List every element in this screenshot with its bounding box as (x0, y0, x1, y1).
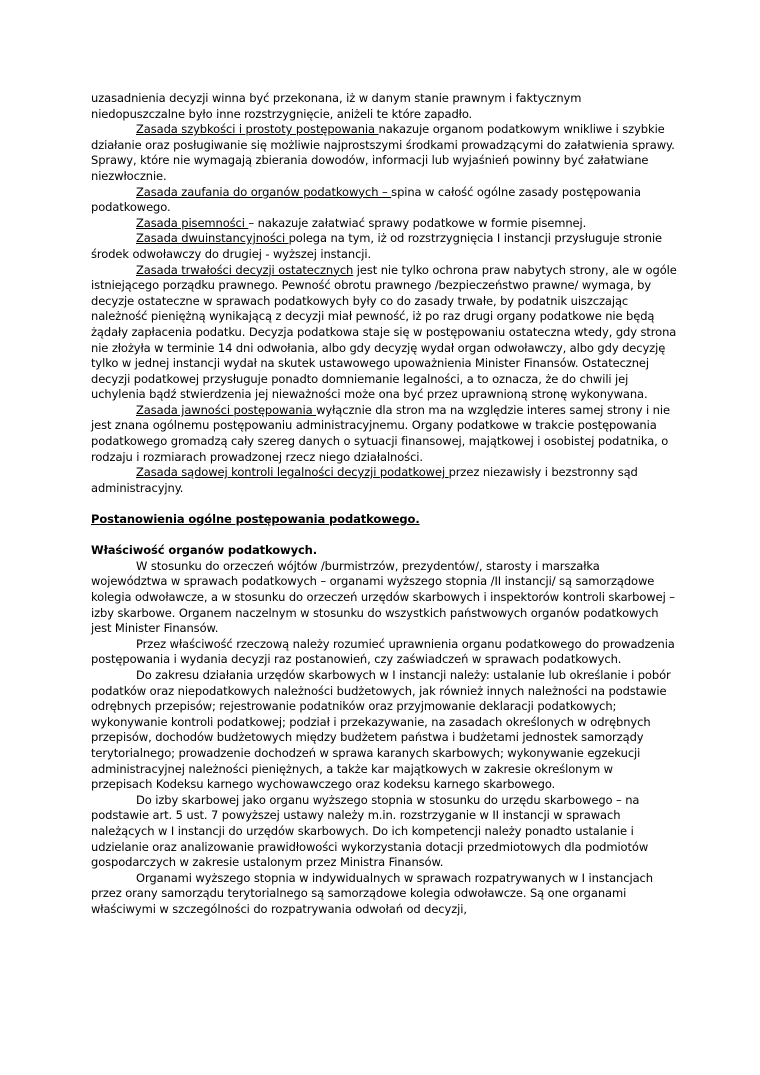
document-page (91, 91, 677, 917)
principle-text: jest nie tylko ochrona praw nabytych strony, ale w ogóle istniejącego porządku prawnego. Pewność obrotu prawnego /bezpieczeństwo prawne/ wymaga, by decyzje ostateczne w sprawach podatkowych były co do zasady trwałe, by podatnik uiszczając należność pieniężną wynikającą z decyzji miał pewność, iż po raz drugi organy podatkowe nie będą żądały zapłacenia podatku. Decyzja podatkowa staje się w postępowaniu ostateczna wtedy, gdy strona nie złożyła w terminie 14 dni odwołania, albo gdy decyzję wydał organ odwoławczy, albo gdy decyzję tylko w jednej instancji wydał na skutek ustawowego upoważnienia Minister Finansów. Ostatecznej decyzji podatkowej przysługuje ponadto domniemanie legalności, a to oznacza, że do chwili jej uchylenia bądź stwierdzenia jej nieważności może ona być przez uprawnioną stronę wykonywana. (91, 262, 677, 402)
subsection-heading: Właściwość organów podatkowych. (91, 543, 318, 558)
body-paragraph: Do zakresu działania urzędów skarbowych w I instancji należy: ustalanie lub określanie i pobór podatków oraz niepodatkowych należności budżetowych, jak również innych należności na podstawie odrębnych przepisów; rejestrowanie podatników oraz przyjmowanie deklaracji podatkowych; wykonywanie kontroli podatkowej; podział i przekazywanie, na zasadach określonych w odrębnych przepisów, dochodów budżetowych między budżetem państwa i budżetami jednostek samorządy terytorialnego; prowadzenie dochodzeń w sprawa karanych skarbowych; wykonywanie egzekucji administracyjnej należności pieniężnych, a także kar majątkowych w zakresie określonym w przepisach Kodeksu karnego wychowawczego oraz kodeksu karnego skarbowego. (91, 667, 671, 792)
principle-paragraph (91, 465, 677, 496)
principle-text: spina w całość ogólne zasady postępowania podatkowego. (91, 184, 641, 215)
principle-paragraph (91, 231, 677, 262)
principle-text: wyłącznie dla stron ma na względzie interes samej strony i nie jest znana ogólnemu postępowaniu administracyjnemu. Organy podatkowe w trakcie postępowania podatkowego gromadzą cały szereg danych o sytuacji finansowej, majątkowej i osobistej podatnika, o rodzaju i rozmiarach prowadzonej rzecz niego działalności. (91, 402, 670, 464)
principle-title: Zasada szybkości i prostoty postępowania (136, 122, 379, 137)
body-paragraph: Przez właściwość rzeczową należy rozumieć uprawnienia organu podatkowego do prowadzenia postępowania i wydania decyzji raz postanowień, czy zaświadczeń w sprawach podatkowych. (91, 636, 675, 667)
principle-title: Zasada jawności postępowania (136, 402, 317, 417)
intro-paragraph: uzasadnienia decyzji winna być przekonana, iż w danym stanie prawnym i faktycznym niedopuszczalne było inne rozstrzygnięcie, aniżeli te które zapadło. (91, 91, 582, 121)
principle-paragraph (91, 122, 677, 184)
spacer (91, 496, 677, 512)
principle-paragraph (91, 216, 677, 232)
principle-title: Zasada trwałości decyzji ostatecznych (136, 262, 354, 277)
section-heading: Postanowienia ogólne postępowania podatkowego. (91, 512, 420, 527)
principle-title: Zasada sądowej kontroli legalności decyzji podatkowej (136, 465, 449, 480)
principle-text: – nakazuje załatwiać sprawy podatkowe w formie pisemnej. (248, 215, 587, 230)
principle-paragraph (91, 185, 677, 216)
body-paragraph: W stosunku do orzeczeń wójtów /burmistrzów, prezydentów/, starosty i marszałka województwa w sprawach podatkowych – organami wyższego stopnia /II instancji/ są samorządowe kolegia odwoławcze, a w stosunku do orzeczeń urzędów skarbowych i inspektorów kontroli skarbowej – izby skarbowe. Organem naczelnym w stosunku do wszystkich państwowych organów podatkowych jest Minister Finansów. (91, 558, 675, 636)
principle-paragraph (91, 403, 677, 465)
principle-title: Zasada dwuinstancyjności (136, 231, 289, 246)
principle-title: Zasada zaufania do organów podatkowych – (136, 184, 392, 199)
principle-text: nakazuje organom podatkowym wnikliwe i szybkie działanie oraz posługiwanie się możliwie najprostszymi środkami prowadzącymi do załatwienia sprawy. Sprawy, które nie wymagają zbierania dowodów, informacji lub wyjaśnień powinny być załatwiane niezwłocznie. (91, 122, 675, 183)
principle-paragraph (91, 263, 677, 403)
body-paragraph: Organami wyższego stopnia w indywidualnych w sprawach rozpatrywanych w I instancjach przez orany samorządu terytorialnego są samorządowe kolegia odwoławcze. Są one organami właściwymi w szczególności do rozpatrywania odwołań od decyzji, (91, 870, 653, 916)
spacer (91, 528, 677, 544)
body-paragraph: Do izby skarbowej jako organu wyższego stopnia w stosunku do urzędu skarbowego – na podstawie art. 5 ust. 7 powyższej ustawy należy m.in. rozstrzyganie w II instancji w sprawach należących w I instancji do urzędów skarbowych. Do ich kompetencji należy ponadto ustalanie i udzielanie oraz analizowanie prawidłowości wykorzystania dotacji przedmiotowych dla podmiotów gospodarczych w zakresie ustalonym przez Ministra Finansów. (91, 792, 649, 870)
principle-text: polega na tym, iż od rozstrzygnięcia I instancji przysługuje stronie środek odwoławczy do drugiej - wyższej instancji. (91, 231, 663, 261)
principle-title: Zasada pisemności (136, 215, 249, 230)
principle-text: przez niezawisły i bezstronny sąd administracyjny. (91, 465, 638, 495)
